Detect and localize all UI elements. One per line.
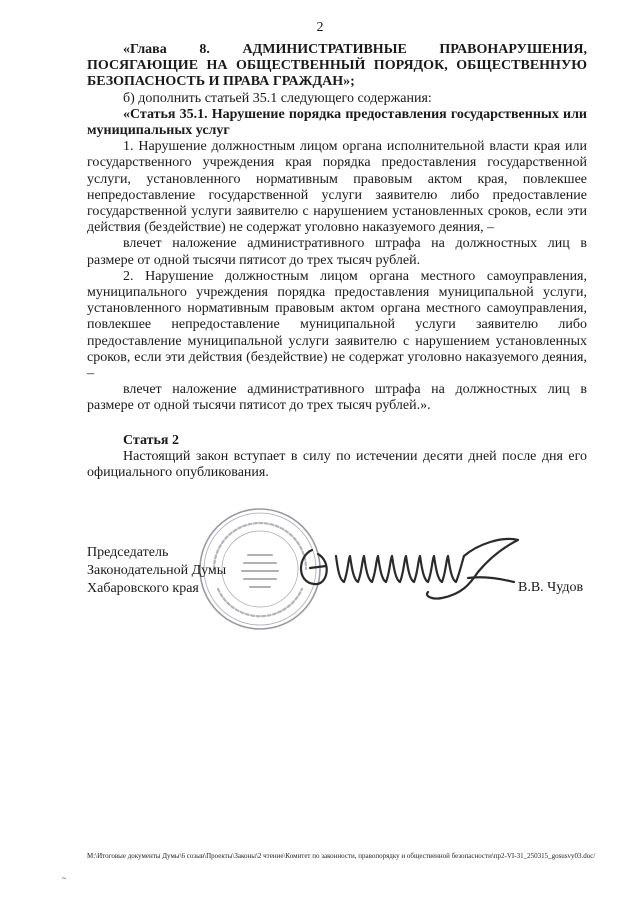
clause-2-text: 2. Нарушение должностным лицом органа местного самоуправления, муниципального учреждения порядка предоставления муниципальной услуги, установленного нормативным правовым актом органа местного самоуправления, повлекшее непредоставление муниципальной услуги заявителю либо предоставление муниципальной услуги заявителю с нарушением установленных сроков, если эти действия (бездействие) не содержат уголовно наказуемого деяния, – — [87, 268, 587, 382]
chapter-heading: «Глава 8. АДМИНИСТРАТИВНЫЕ ПРАВОНАРУШЕНИЯ, ПОСЯГАЮЩИЕ НА ОБЩЕСТВЕННЫЙ ПОРЯДОК, ОБЩЕСТВЕННУЮ БЕЗОПАСНОСТЬ И ПРАВА ГРАЖДАН»; — [87, 42, 587, 90]
signatory-title — [87, 544, 226, 598]
spacer — [87, 415, 587, 433]
article-2-title: Статья 2 — [123, 432, 179, 448]
clause-1-text: 1. Нарушение должностным лицом органа исполнительной власти края или государственного учреждения края порядка предоставления государственной услуги, установленного нормативным правовым актом края, повлекшее непредоставление государственной услуги заявителю либо предоставление государственной услуги заявителю с нарушением установленных сроков, если эти действия (бездействие) не содержат уголовно наказуемого деяния, – — [87, 139, 587, 236]
clause-2-penalty: влечет наложение административного штрафа на должностных лиц в размере от одной тысячи пятисот до трех тысяч рублей.». — [87, 382, 587, 414]
article-2-text: Настоящий закон вступает в силу по истечении десяти дней после дня его официального опубликования. — [87, 448, 587, 481]
signatory-name: В.В. Чудов — [518, 580, 584, 595]
document-body — [87, 42, 587, 481]
handwritten-signature — [292, 532, 530, 602]
article-35-1-title: «Статья 35.1. Нарушение порядка предоставления государственных или муниципальных услуг — [87, 106, 587, 139]
signatory-title-line-3: Хабаровского края — [87, 581, 199, 596]
margin-mark: ~ — [62, 874, 67, 883]
file-path-footer: M:\Итоговые документы Думы\6 созыв\Проекты\Законы\2 чтение\Комитет по законности, правопорядку и общественной безопасности\пр2-VI-31_250315_gosusvy03.doc/ — [87, 852, 596, 860]
page-number: 2 — [316, 20, 324, 35]
amendment-line: б) дополнить статьей 35.1 следующего содержания: — [123, 90, 432, 106]
clause-1-penalty: влечет наложение административного штрафа на должностных лиц в размере от одной тысячи пятисот до трех тысяч рублей. — [87, 236, 587, 268]
signatory-title-line-1: Председатель — [87, 545, 169, 560]
signatory-title-line-2: Законодательной Думы — [87, 563, 227, 578]
